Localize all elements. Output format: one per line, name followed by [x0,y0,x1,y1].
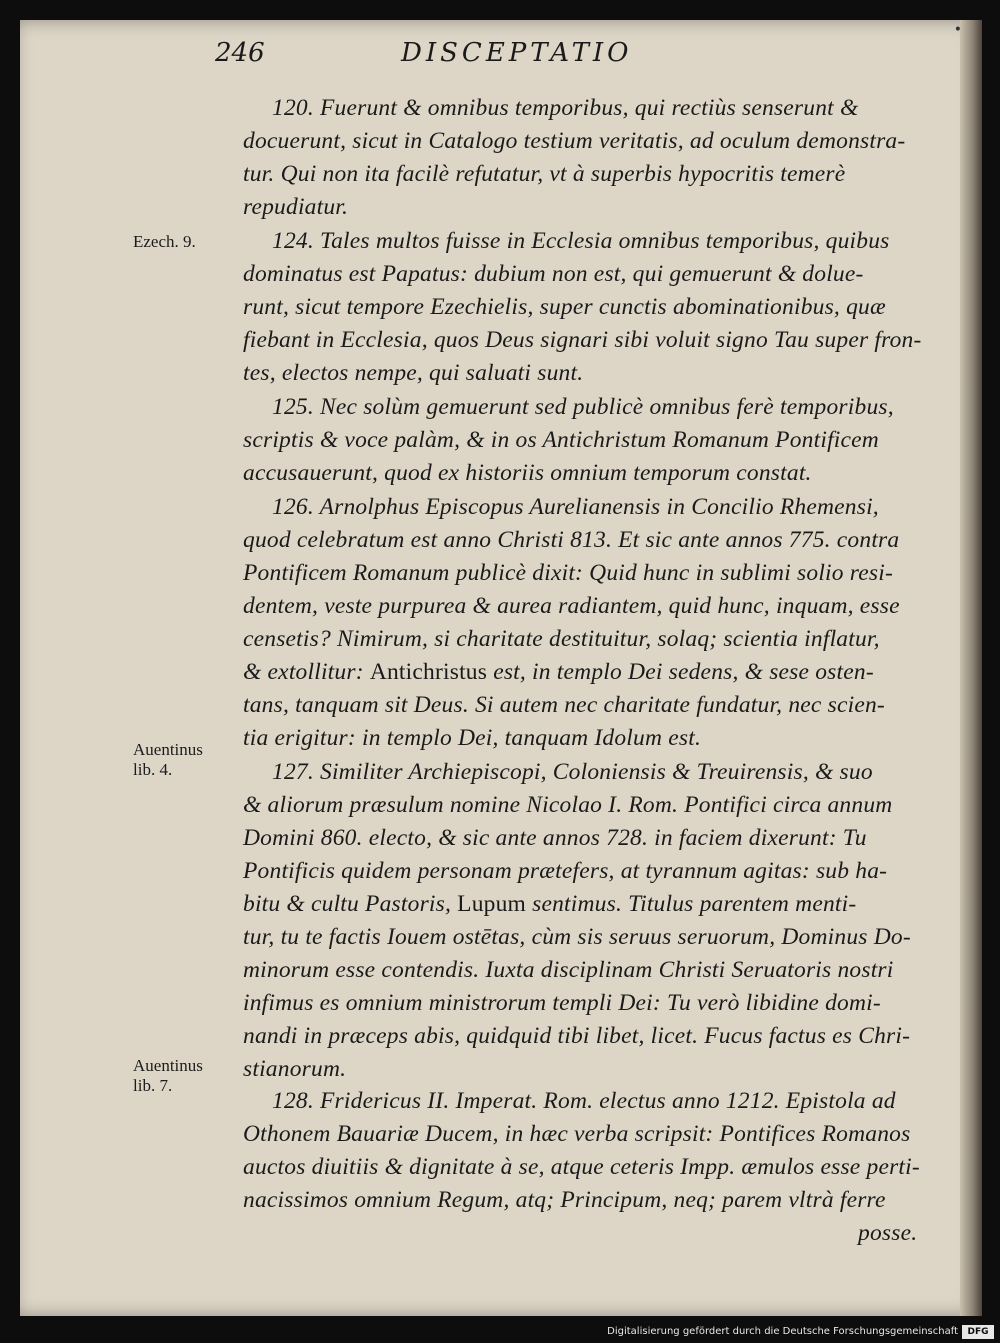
body-fragment: & extollitur: [243,659,364,685]
body-line: Pontificem Romanum publicè dixit: Quid hunc in sublimi solio resi- [243,560,894,586]
body-line: nandi in præceps abis, quidquid tibi libet, licet. Fucus factus es Chri- [243,1023,911,1049]
corner-mark: • [953,22,962,38]
body-line: & aliorum præsulum nomine Nicolao I. Rom. Pontifici circa annum [243,792,893,818]
body-line: tes, electos nempe, qui saluati sunt. [243,360,584,386]
body-line: accusauerunt, quod ex historiis omnium temporum constat. [243,460,812,486]
body-line: nacissimos omnium Regum, atq; Principum, neq; parem vltrà ferre [243,1187,886,1213]
body-line: 128. Fridericus II. Imperat. Rom. electus anno 1212. Epistola ad [272,1088,896,1114]
footer-credit: Digitalisierung gefördert durch die Deutsche Forschungsgemeinschaft [607,1326,958,1337]
body-line: 126. Arnolphus Episcopus Aurelianensis in Concilio Rhemensi, [272,494,879,520]
body-line: Othonem Bauariæ Ducem, in hæc verba scripsit: Pontifices Romanos [243,1121,911,1147]
body-fragment-roman: Lupum [457,891,527,917]
body-line: quod celebratum est anno Christi 813. Et sic ante annos 775. contra [243,527,900,553]
body-line: runt, sicut tempore Ezechielis, super cunctis abominationibus, quæ [243,294,886,320]
body-line: auctos diuitiis & dignitate à se, atque ceteris Impp. æmulos esse perti- [243,1154,920,1180]
body-line: tur, tu te factis Iouem ostētas, cùm sis seruus seruorum, Dominus Do- [243,924,911,950]
body-line: 127. Similiter Archiepiscopi, Coloniensis & Treuirensis, & suo [272,759,873,785]
body-line: tia erigitur: in templo Dei, tanquam Idolum est. [243,725,702,751]
page-header [215,38,735,78]
body-line: Pontificis quidem personam prætefers, at tyrannum agitas: sub ha- [243,858,888,884]
body-line: 124. Tales multos fuisse in Ecclesia omnibus temporibus, quibus [272,228,890,254]
body-line: censetis? Nimirum, si charitate destituitur, solaq; scientia inflatur, [243,626,880,652]
body-fragment-roman: Antichristus [369,659,488,685]
body-fragment: est, in templo Dei sedens, & sese osten- [493,659,874,685]
margin-note-ezech: Ezech. 9. [133,232,196,251]
body-line: posse. [858,1220,918,1246]
body-line: Domini 860. electo, & sic ante annos 728. in faciem dixerunt: Tu [243,825,867,851]
body-line: stianorum. [243,1056,347,1082]
body-fragment: bitu & cultu Pastoris, [243,891,452,917]
body-line: scriptis & voce palàm, & in os Antichristum Romanum Pontificem [243,427,879,453]
body-line: tur. Qui non ita facilè refutatur, vt à superbis hypocritis temerè [243,161,846,187]
body-line: infimus es omnium ministrorum templi Dei: Tu verò libidine domi- [243,990,881,1016]
dfg-logo-icon: DFG [962,1325,994,1339]
body-line: docuerunt, sicut in Catalogo testium veritatis, ad oculum demonstra- [243,128,906,154]
body-line: fiebant in Ecclesia, quos Deus signari sibi voluit signo Tau super fron- [243,327,922,353]
body-line: 125. Nec solùm gemuerunt sed publicè omnibus ferè temporibus, [272,394,894,420]
body-line: dominatus est Papatus: dubium non est, qui gemuerunt & dolue- [243,261,864,287]
body-line-split [243,659,874,686]
body-line: 120. Fuerunt & omnibus temporibus, qui rectiùs senserunt & [272,95,859,121]
page-number: 246 [215,38,265,68]
page-edge-shadow [960,20,982,1316]
body-line-split [243,891,856,918]
body-fragment: sentimus. Titulus parentem menti- [532,891,857,917]
running-title: DISCEPTATIO [401,38,633,68]
body-line: repudiatur. [243,194,349,220]
digitization-footer [0,1324,1000,1343]
body-line: dentem, veste purpurea & aurea radiantem, quid hunc, inquam, esse [243,593,900,619]
margin-note-auentinus-7: Auentinus lib. 7. [133,1056,203,1095]
body-line: tans, tanquam sit Deus. Si autem nec charitate fundatur, nec scien- [243,692,885,718]
margin-note-auentinus-4: Auentinus lib. 4. [133,740,203,779]
body-line: minorum esse contendis. Iuxta disciplinam Christi Seruatoris nostri [243,957,894,983]
